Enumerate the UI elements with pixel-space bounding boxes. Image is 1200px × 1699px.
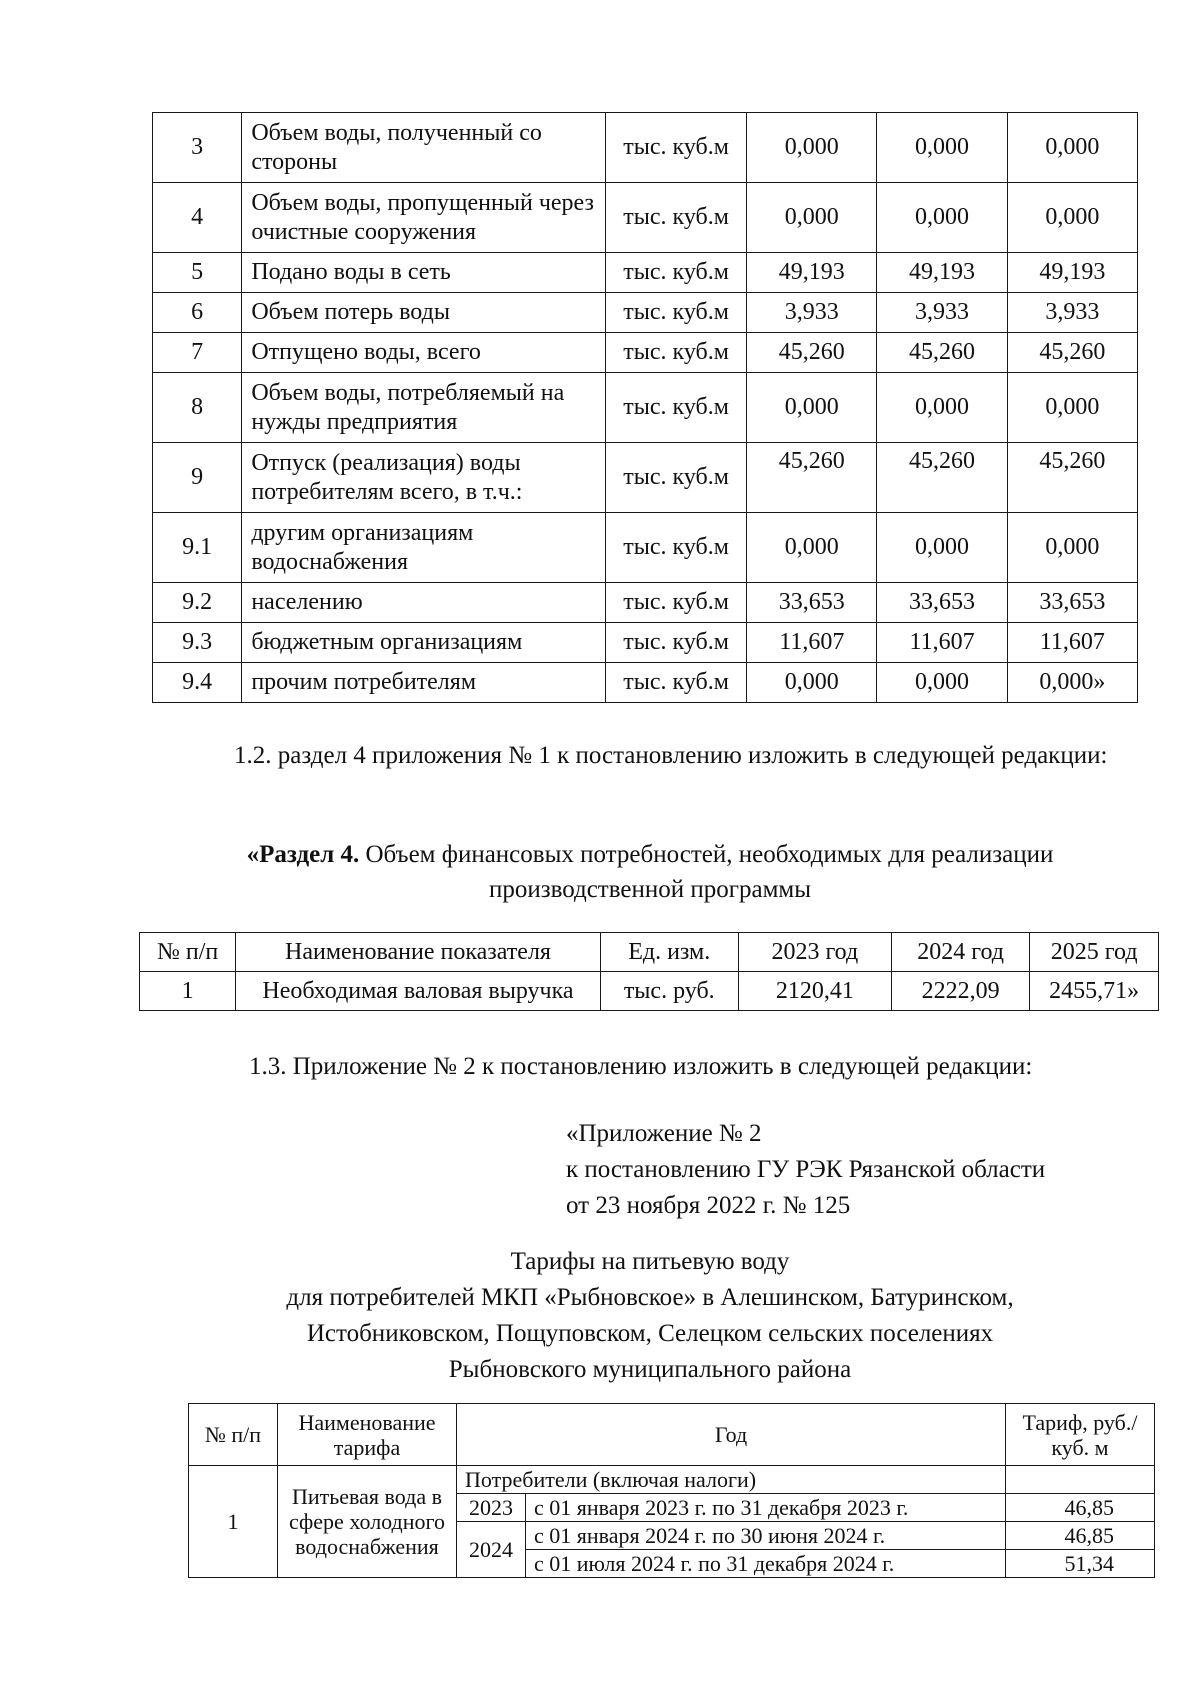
indicator-name: Отпущено воды, всего [242,333,606,373]
table-row [153,333,1138,373]
value-2025: 0,000 [1007,513,1137,583]
unit: тыс. куб.м [606,113,747,183]
tariff-title-line: Рыбновского муниципального района [448,1356,852,1383]
header-cell: № п/п [140,933,236,972]
value-2025: 0,000 [1007,183,1137,253]
indicator-name: Отпуск (реализация) воды потребителям всего, в т.ч.: [242,443,606,513]
header-cell: № п/п [189,1404,278,1466]
table-row [153,623,1138,663]
appendix-line: от 23 ноября 2022 г. № 125 [566,1192,851,1219]
table-row [153,513,1138,583]
table-row [153,183,1138,253]
value-2024: 0,000 [877,513,1007,583]
value-2024: 45,260 [877,333,1007,373]
value-2025: 2455,71» [1030,972,1159,1011]
table-row [153,113,1138,183]
paragraph-1-3: 1.3. Приложение № 2 к постановлению изложить в следующей редакции: [249,1053,1033,1080]
row-number: 1 [140,972,236,1011]
tariff-value: 46,85 [1006,1494,1155,1522]
consumers-label: Потребители (включая налоги) [457,1466,1006,1494]
unit: тыс. куб.м [606,513,747,583]
indicator-name: Объем потерь воды [242,293,606,333]
section-4-label: «Раздел 4. [246,841,360,868]
row-number: 8 [153,373,242,443]
table-row [153,293,1138,333]
tariff-value: 51,34 [1006,1550,1155,1578]
tariff-name: Питьевая вода в сфере холодного водоснабжения [278,1466,457,1578]
indicator-name: Необходимая валовая выручка [236,972,601,1011]
row-number: 4 [153,183,242,253]
header-cell: Наименование тарифа [278,1404,457,1466]
section-4-title [150,837,1150,907]
row-number: 9.2 [153,583,242,623]
table-row [140,972,1159,1011]
value-2025: 45,260 [1007,333,1137,373]
table-row [189,1466,1155,1494]
value-2025: 49,193 [1007,253,1137,293]
value-2025: 33,653 [1007,583,1137,623]
indicator-name: прочим потребителям [242,663,606,703]
table-row [153,253,1138,293]
year-cell: 2023 [457,1494,526,1522]
value-2023: 11,607 [747,623,877,663]
value-2023: 0,000 [747,113,877,183]
period-cell: с 01 января 2023 г. по 31 декабря 2023 г. [526,1494,1006,1522]
value-2023: 49,193 [747,253,877,293]
table-row [153,583,1138,623]
value-2024: 2222,09 [891,972,1029,1011]
table-row [153,373,1138,443]
value-2023: 45,260 [747,443,877,513]
table-row [153,443,1138,513]
indicator-name: Объем воды, пропущенный через очистные сооружения [242,183,606,253]
value-2024: 45,260 [877,443,1007,513]
paragraph-1-2: 1.2. раздел 4 приложения № 1 к постановлению изложить в следующей редакции: [234,742,1108,769]
section-4-title-text: Объем финансовых потребностей, необходимых для реализации [365,841,1054,868]
indicator-name: Объем воды, полученный со стороны [242,113,606,183]
tariff-title-line: Тарифы на питьевую воду [510,1248,790,1275]
indicator-name: другим организациям водоснабжения [242,513,606,583]
value-2024: 3,933 [877,293,1007,333]
value-2023: 3,933 [747,293,877,333]
unit: тыс. куб.м [606,183,747,253]
row-number: 9.1 [153,513,242,583]
section-4-title-line2: производственной программы [488,876,812,903]
header-cell: 2024 год [891,933,1029,972]
row-number: 3 [153,113,242,183]
unit: тыс. куб.м [606,333,747,373]
indicator-name: Объем воды, потребляемый на нужды предприятия [242,373,606,443]
header-cell: Год [457,1404,1006,1466]
appendix-line: «Приложение № 2 [566,1120,762,1147]
value-2025: 0,000 [1007,373,1137,443]
indicator-name: Подано воды в сеть [242,253,606,293]
unit: тыс. куб.м [606,373,747,443]
value-2023: 0,000 [747,663,877,703]
period-cell: с 01 января 2024 г. по 30 июня 2024 г. [526,1522,1006,1550]
unit: тыс. куб.м [606,443,747,513]
tariff-title-line: Истобниковском, Пощуповском, Селецком сельских поселениях [306,1320,994,1347]
table-row [153,663,1138,703]
unit: тыс. куб.м [606,623,747,663]
value-2025: 3,933 [1007,293,1137,333]
indicator-name: бюджетным организациям [242,623,606,663]
tariff-title [150,1244,1150,1388]
row-number: 1 [189,1466,278,1578]
table-header-row [140,933,1159,972]
period-cell: с 01 июля 2024 г. по 31 декабря 2024 г. [526,1550,1006,1578]
row-number: 5 [153,253,242,293]
row-number: 6 [153,293,242,333]
value-2024: 11,607 [877,623,1007,663]
value-2023: 33,653 [747,583,877,623]
header-cell: Наименование показателя [236,933,601,972]
value-2024: 0,000 [877,373,1007,443]
section-4-title-line1 [150,837,1150,872]
value-2024: 0,000 [877,663,1007,703]
value-2023: 0,000 [747,183,877,253]
table-header-row [189,1404,1155,1466]
row-number: 9 [153,443,242,513]
row-number: 9.3 [153,623,242,663]
value-2025: 0,000 [1007,113,1137,183]
value-2024: 0,000 [877,183,1007,253]
value-2023: 2120,41 [738,972,891,1011]
value-2024: 33,653 [877,583,1007,623]
value-2025: 11,607 [1007,623,1137,663]
value-2023: 0,000 [747,373,877,443]
value-2023: 45,260 [747,333,877,373]
header-cell: 2023 год [738,933,891,972]
row-number: 9.4 [153,663,242,703]
row-number: 7 [153,333,242,373]
unit: тыс. куб.м [606,253,747,293]
header-cell: Ед. изм. [600,933,738,972]
financial-needs-table [139,932,1159,1011]
empty-cell [1006,1466,1155,1494]
tariff-table [188,1403,1155,1578]
year-cell: 2024 [457,1522,526,1578]
value-2025: 0,000» [1007,663,1137,703]
appendix-line: к постановлению ГУ РЭК Рязанской области [566,1156,1046,1183]
indicator-name: населению [242,583,606,623]
value-2025: 45,260 [1007,443,1137,513]
unit: тыс. куб.м [606,583,747,623]
appendix-header [566,1116,1166,1224]
tariff-title-line: для потребителей МКП «Рыбновское» в Алешинском, Батуринском, [286,1284,1014,1311]
unit: тыс. куб.м [606,293,747,333]
value-2024: 0,000 [877,113,1007,183]
unit: тыс. куб.м [606,663,747,703]
tariff-value: 46,85 [1006,1522,1155,1550]
value-2024: 49,193 [877,253,1007,293]
value-2023: 0,000 [747,513,877,583]
header-cell: 2025 год [1030,933,1159,972]
header-cell: Тариф, руб./куб. м [1006,1404,1155,1466]
water-volume-table [152,112,1138,703]
unit: тыс. руб. [600,972,738,1011]
